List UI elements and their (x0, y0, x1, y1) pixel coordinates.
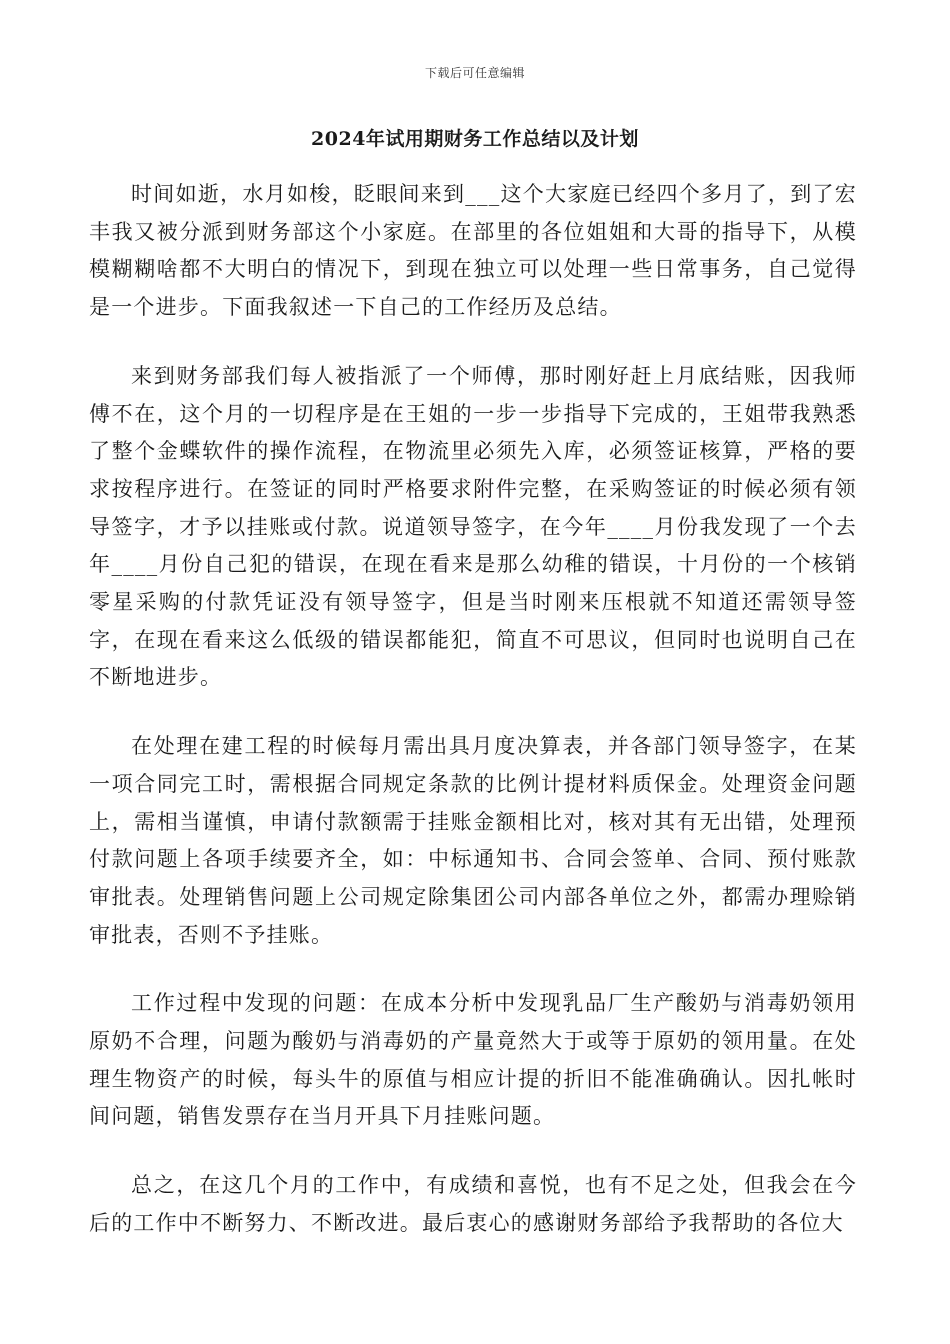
document-body (89, 176, 857, 1274)
paragraph: 总之，在这几个月的工作中，有成绩和喜悦，也有不足之处，但我会在今后的工作中不断努力、不断改进。最后衷心的感谢财务部给予我帮助的各位大 (89, 1173, 857, 1235)
paragraph: 工作过程中发现的问题：在成本分析中发现乳品厂生产酸奶与消毒奶领用原奶不合理，问题为酸奶与消毒奶的产量竟然大于或等于原奶的领用量。在处理生物资产的时候，每头牛的原值与相应计提的折旧不能准确确认。因扎帐时间问题，销售发票存在当月开具下月挂账问题。 (89, 991, 857, 1129)
header-note: 下载后可任意编辑 (424, 66, 525, 80)
document-title: 2024年试用期财务工作总结以及计划 (311, 128, 639, 150)
paragraph: 在处理在建工程的时候每月需出具月度决算表，并各部门领导签字，在某一项合同完工时，需根据合同规定条款的比例计提材料质保金。处理资金问题上，需相当谨慎，申请付款额需于挂账金额相比对，核对其有无出错，处理预付款问题上各项手续要齐全，如：中标通知书、合同会签单、合同、预付账款审批表。处理销售问题上公司规定除集团公司内部各单位之外，都需办理赊销审批表，否则不予挂账。 (89, 734, 857, 947)
paragraph: 时间如逝，水月如梭，眨眼间来到___这个大家庭已经四个多月了，到了宏丰我又被分派到财务部这个小家庭。在部里的各位姐姐和大哥的指导下，从模模糊糊啥都不大明白的情况下，到现在独立可以处理一些日常事务，自己觉得是一个进步。下面我叙述一下自己的工作经历及总结。 (89, 182, 857, 320)
paragraph: 来到财务部我们每人被指派了一个师傅，那时刚好赶上月底结账，因我师傅不在，这个月的一切程序是在王姐的一步一步指导下完成的，王姐带我熟悉了整个金蝶软件的操作流程，在物流里必须先入库，必须签证核算，严格的要求按程序进行。在签证的同时严格要求附件完整，在采购签证的时候必须有领导签字，才予以挂账或付款。说道领导签字，在今年____月份我发现了一个去年____月份自己犯的错误，在现在看来是那么幼稚的错误，十月份的一个核销零星采购的付款凭证没有领导签字，但是当时刚来压根就不知道还需领导签字，在现在看来这么低级的错误都能犯，简直不可思议，但同时也说明自己在不断地进步。 (89, 363, 857, 690)
